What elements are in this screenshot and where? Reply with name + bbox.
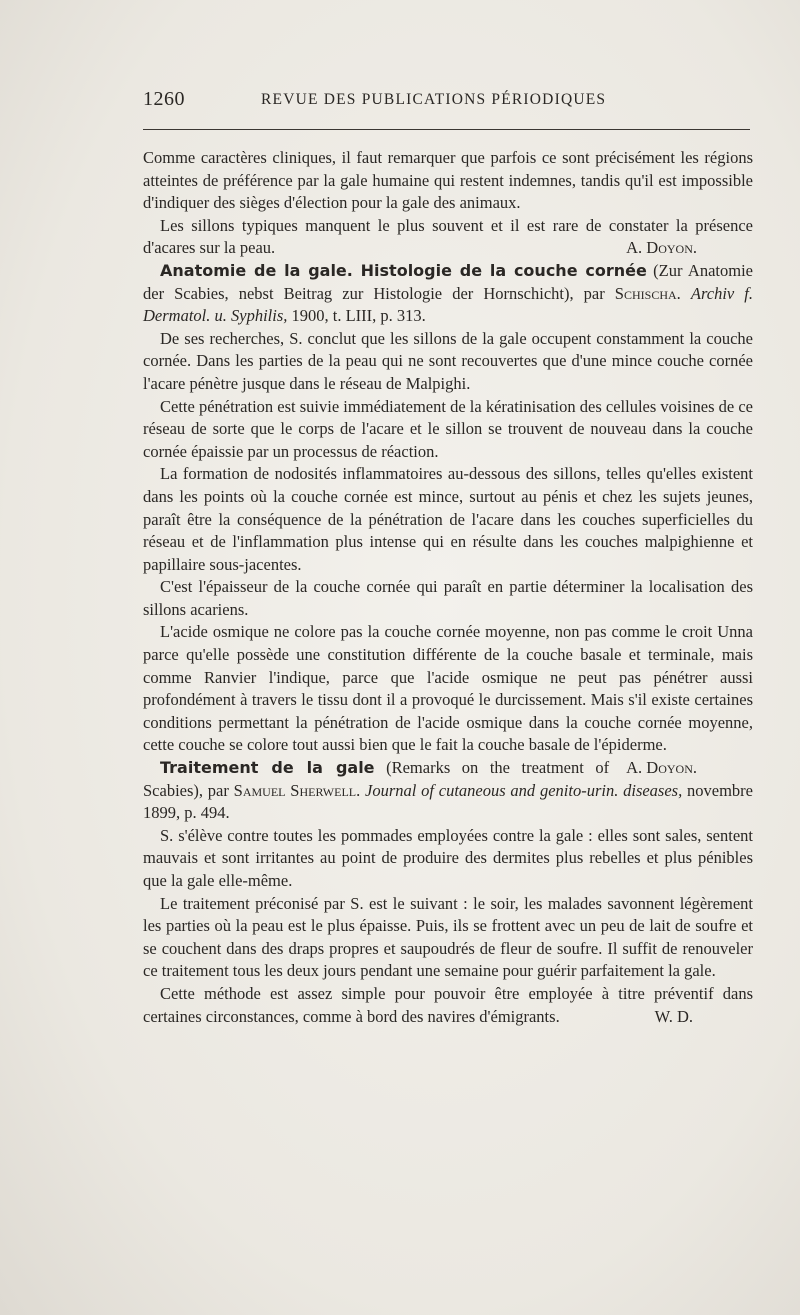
article2-paragraph-2: Cette pénétration est suivie immédiatement de la kératinisation des cellules voisines de ce réseau de sorte que le corps de l'acare et le sillon se trouvent de nouveau dans la couche cornée épaissie par un processus de réaction. (143, 396, 753, 461)
article2-journal: Archiv f. Dermatol. u. Syphilis, (143, 283, 754, 326)
running-title: REVUE DES PUBLICATIONS PÉRIODIQUES (261, 91, 607, 108)
article2-paragraph-1: De ses recherches, S. conclut que les sillons de la gale occupent constamment la couche cornée. Dans les parties de la peau qui ne sont recouvertes que d'une mince couche cornée l'acare pénètre jusque dans le réseau de Malpighi. (143, 328, 753, 393)
article3-paragraph-3-text: Cette méthode est assez simple pour pouvoir être employée à titre préventif dans certaines circonstances, comme à bord des navires d'émigrants. (143, 983, 753, 1026)
article2-author: Schischa. (614, 283, 681, 303)
article2-signature: A. Doyon. (626, 758, 697, 778)
article3-paragraph-3 (143, 983, 753, 1028)
article1-paragraph-2-text: Les sillons typiques manquent le plus souvent et il est rare de constater la présence d'acares sur la peau. (143, 215, 753, 258)
page-number: 1260 (143, 88, 185, 110)
article1-paragraph-1: Comme caractères cliniques, il faut remarquer que parfois ce sont précisément les régions atteintes de préférence par la gale humaine qui restent indemnes, tandis qu'il est impossible d'indiquer des sièges d'élection pour la gale des animaux. (143, 148, 753, 213)
article2-paragraph-3: La formation de nodosités inflammatoires au-dessous des sillons, telles qu'elles existent dans les points où la couche cornée est mince, surtout au pénis et chez les sujets jeunes, paraît être la conséquence de la pénétration de l'acare dans les couches superficielles du réseau et de l'inflammation plus intense qui en résulte dans les couches malpighienne et papillaire sous-jacentes. (143, 464, 753, 574)
header-rule (143, 129, 750, 130)
article3-ref-intro: (Remarks on the treatment of Scabies), par (143, 758, 610, 800)
article3-signature: W. D. (654, 1006, 693, 1026)
article3-journal: Journal of cutaneous and genito-urin. diseases, (365, 780, 683, 800)
article1-signature: A. Doyon. (626, 238, 697, 258)
article2-reference (143, 260, 753, 328)
article2-ref-intro: (Zur Anatomie der Scabies, nebst Beitrag zur Histologie der Hornschicht), par (143, 260, 753, 303)
article3-paragraph-1: S. s'élève contre toutes les pommades employées contre la gale : elles sont sales, sentent mauvais et sont irritantes au point de produire des dermites plus rebelles et plus pénibles que la gale elle-même. (143, 825, 753, 890)
article2-paragraph-4: C'est l'épaisseur de la couche cornée qui paraît en partie déterminer la localisation des sillons acariens. (143, 577, 753, 619)
article3-ref-tail: novembre 1899, p. 494. (143, 780, 753, 823)
article2-paragraph-5-text: L'acide osmique ne colore pas la couche cornée moyenne, non pas comme le croit Unna parce qu'elle possède une constitution différente de la couche basale et terminale, mais comme Ranvier l'indique, parce que l'acide osmique ne peut pas pénétrer aussi profondément à travers le tissu dont il a provoqué le durcissement. Mais s'il existe certaines conditions permettant la pénétration de l'acide osmique dans la couche cornée moyenne, cette couche se colore tout aussi bien que le fait la couche basale de l'épiderme. (143, 622, 753, 755)
article2-ref-tail: 1900, t. LIII, p. 313. (287, 306, 426, 326)
article3-paragraph-2: Le traitement préconisé par S. est le suivant : le soir, les malades savonnent légèrement les parties où la peau est le plus épaisse. Puis, ils se frottent avec un peu de lait de soufre et se couchent dans des draps propres et saupoudrés de fleur de soufre. Il suffit de renouveler ce traitement tous les deux jours pendant une semaine pour guérir parfaitement la gale. (143, 893, 753, 981)
article2-heading: Anatomie de la gale. Histologie de la couche cornée (160, 260, 647, 280)
article3-author: Samuel Sherwell. (233, 780, 361, 800)
page-body (143, 147, 753, 1028)
page-header (143, 88, 750, 120)
article1-paragraph-2 (143, 215, 753, 260)
article3-heading: Traitement de la gale (160, 758, 375, 778)
